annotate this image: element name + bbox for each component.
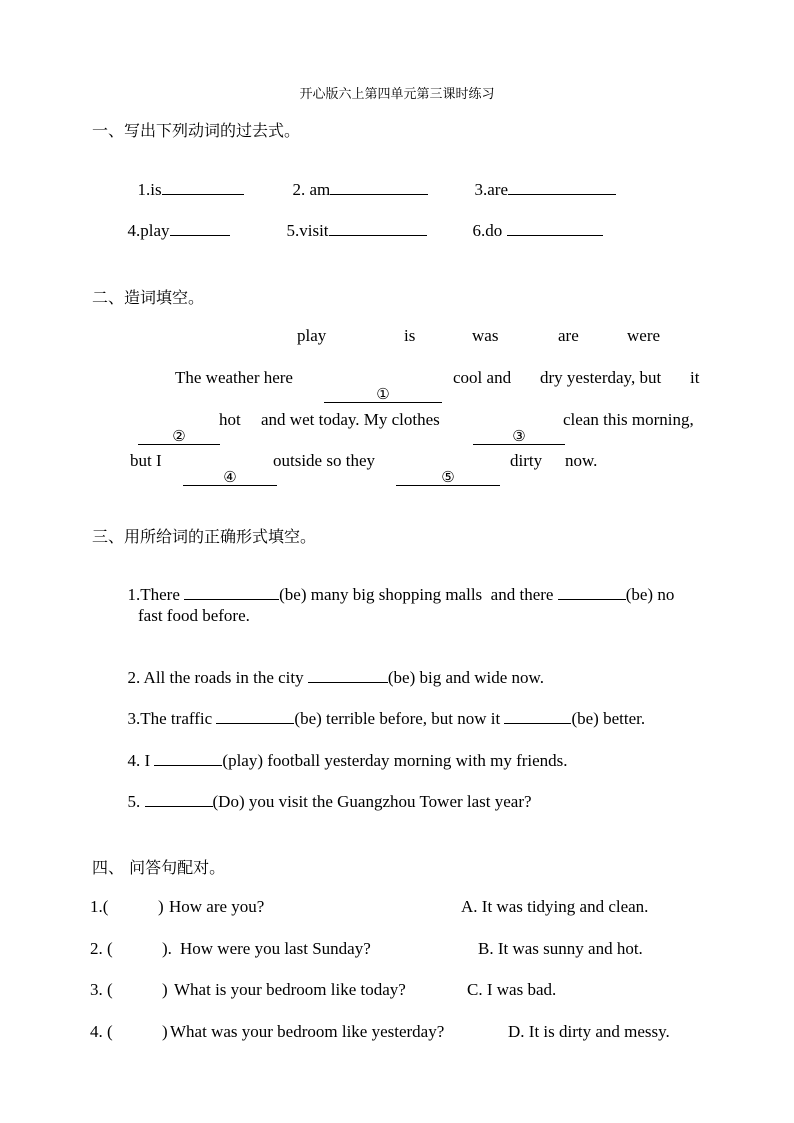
passage-text: dry yesterday, but xyxy=(540,368,662,387)
question-text: (Do) you visit the Guangzhou Tower last year? xyxy=(212,792,532,811)
question-text: 5. xyxy=(127,792,141,811)
answer-blank[interactable] xyxy=(162,193,244,195)
match-num: 1.( xyxy=(90,897,109,916)
match-question: How were you last Sunday? xyxy=(180,939,371,958)
passage-text: hot xyxy=(219,410,241,429)
s1-item-label: 2. am xyxy=(292,180,331,199)
answer-blank[interactable] xyxy=(558,598,626,600)
question-text: (be) big and wide now. xyxy=(387,668,544,687)
question-text: 3.The traffic xyxy=(127,709,213,728)
word-bank-are: are xyxy=(558,326,579,345)
section4-heading: 四、 问答句配对。 xyxy=(92,858,226,877)
match-paren-close: ) xyxy=(158,897,164,916)
passage-text: but I xyxy=(130,451,162,470)
section1-heading: 一、写出下列动词的过去式。 xyxy=(92,121,301,140)
question-text: and there xyxy=(490,585,554,604)
passage-text: outside so they xyxy=(273,451,375,470)
s1-item-5 xyxy=(278,201,427,241)
s1-item-label: 6.do xyxy=(472,221,503,240)
match-num: 3. ( xyxy=(90,980,113,999)
passage-blank-4[interactable] xyxy=(175,451,269,487)
s1-item-4 xyxy=(119,201,230,241)
match-answer: A. It was tidying and clean. xyxy=(461,897,649,916)
answer-blank[interactable] xyxy=(504,722,571,724)
match-question: What is your bedroom like today? xyxy=(174,980,406,999)
question-text: 2. All the roads in the city xyxy=(127,668,304,687)
s1-item-1 xyxy=(129,160,244,200)
passage-text: clean this morning, xyxy=(563,410,694,429)
blank-number: ④ xyxy=(183,469,277,486)
question-text: 4. I xyxy=(127,751,151,770)
match-paren-close: ). xyxy=(162,939,172,958)
question-text: (be) many big shopping malls xyxy=(279,585,483,604)
match-num: 2. ( xyxy=(90,939,113,958)
section3-heading: 三、用所给词的正确形式填空。 xyxy=(92,527,317,546)
match-paren-close: ) xyxy=(162,1022,168,1041)
s1-item-label: 5.visit xyxy=(286,221,329,240)
s1-item-6 xyxy=(464,201,603,241)
blank-number: ① xyxy=(324,386,442,403)
match-answer: D. It is dirty and messy. xyxy=(508,1022,670,1041)
s3-question-1 xyxy=(119,565,674,605)
s3-question-1-cont: fast food before. xyxy=(138,606,250,625)
answer-blank[interactable] xyxy=(329,234,427,236)
s3-question-4 xyxy=(119,731,568,771)
passage-text: and wet today. My clothes xyxy=(261,410,440,429)
answer-blank[interactable] xyxy=(508,193,616,195)
question-text: 1.There xyxy=(127,585,180,604)
s1-item-label: 3.are xyxy=(474,180,509,199)
word-bank-were: were xyxy=(627,326,661,345)
passage-blank-1[interactable] xyxy=(316,368,434,404)
match-answer: B. It was sunny and hot. xyxy=(478,939,643,958)
passage-text: now. xyxy=(565,451,598,470)
blank-number: ⑤ xyxy=(396,469,500,486)
s1-item-3 xyxy=(466,160,616,200)
question-text: (be) no xyxy=(625,585,675,604)
answer-blank[interactable] xyxy=(170,234,230,236)
s1-item-label: 1.is xyxy=(137,180,162,199)
blank-number: ② xyxy=(138,428,220,445)
word-bank-is: is xyxy=(404,326,416,345)
s3-question-5 xyxy=(119,772,532,812)
match-question: How are you? xyxy=(169,897,265,916)
answer-blank[interactable] xyxy=(507,234,603,236)
passage-text: it xyxy=(690,368,700,387)
answer-blank[interactable] xyxy=(184,598,279,600)
answer-blank[interactable] xyxy=(330,193,428,195)
answer-blank[interactable] xyxy=(308,681,388,683)
match-paren-close: ) xyxy=(162,980,168,999)
answer-blank[interactable] xyxy=(216,722,294,724)
match-num: 4. ( xyxy=(90,1022,113,1041)
s1-item-label: 4.play xyxy=(127,221,170,240)
passage-text: dirty xyxy=(510,451,543,470)
passage-text: cool and xyxy=(453,368,512,387)
s3-question-2 xyxy=(119,648,544,688)
match-question: What was your bedroom like yesterday? xyxy=(170,1022,445,1041)
question-text: (be) better. xyxy=(571,709,646,728)
answer-blank[interactable] xyxy=(145,805,213,807)
section2-heading: 二、造词填空。 xyxy=(92,288,205,307)
passage-text: The weather here xyxy=(175,368,293,387)
passage-blank-3[interactable] xyxy=(465,410,557,446)
question-text: (play) football yesterday morning with my friends. xyxy=(222,751,568,770)
page-title: 开心版六上第四单元第三课时练习 xyxy=(299,87,495,102)
question-text: (be) terrible before, but now it xyxy=(294,709,501,728)
match-answer: C. I was bad. xyxy=(467,980,557,999)
word-bank-was: was xyxy=(472,326,499,345)
s1-item-2 xyxy=(284,160,428,200)
answer-blank[interactable] xyxy=(154,764,222,766)
passage-blank-2[interactable] xyxy=(130,410,212,446)
passage-blank-5[interactable] xyxy=(388,451,492,487)
word-bank-play: play xyxy=(297,326,327,345)
blank-number: ③ xyxy=(473,428,565,445)
s3-question-3 xyxy=(119,689,645,729)
